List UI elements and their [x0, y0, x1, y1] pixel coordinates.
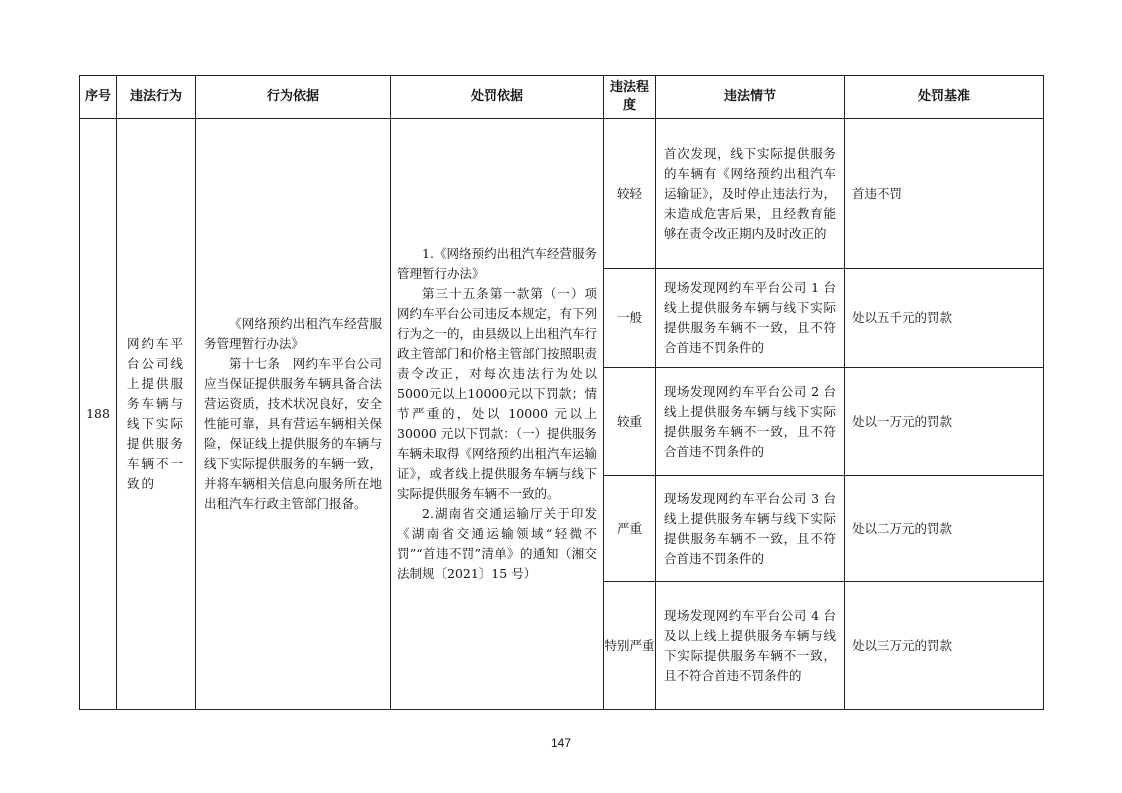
row-seq: 188 — [80, 119, 117, 710]
punishment-p1-title: 1.《网络预约出租汽车经营服务管理暂行办法》 — [397, 246, 597, 281]
level-degree: 较轻 — [604, 119, 656, 269]
header-situation: 违法情节 — [656, 76, 845, 119]
row-act — [117, 119, 196, 710]
header-punishment: 处罚依据 — [391, 76, 604, 119]
level-standard: 处以一万元的罚款 — [845, 368, 1044, 476]
level-situation: 现场发现网约车平台公司 4 台及以上线上提供服务车辆与线下实际提供服务车辆不一致，且不符合首违不罚条件的 — [656, 582, 845, 710]
level-standard: 首违不罚 — [845, 119, 1044, 269]
row-punishment — [391, 119, 610, 710]
header-degree: 违法程度 — [604, 76, 656, 119]
header-basis: 行为依据 — [196, 76, 391, 119]
level-standard: 处以五千元的罚款 — [845, 269, 1044, 368]
penalty-standard-table — [79, 75, 1044, 710]
header-standard: 处罚基准 — [845, 76, 1044, 119]
header-seq: 序号 — [80, 76, 117, 119]
level-situation: 现场发现网约车平台公司 2 台线上提供服务车辆与线下实际提供服务车辆不一致，且不符合首违不罚条件的 — [656, 368, 845, 476]
level-situation: 现场发现网约车平台公司 1 台线上提供服务车辆与线下实际提供服务车辆不一致，且不符合首违不罚条件的 — [656, 269, 845, 368]
table-row — [80, 119, 1044, 269]
header-act: 违法行为 — [117, 76, 196, 119]
act-text: 网约车平台公司线上提供服务车辆与线下实际提供服务车辆不一致的 — [127, 336, 186, 491]
level-situation: 首次发现，线下实际提供服务的车辆有《网络预约出租汽车运输证》，及时停止违法行为，未造成危害后果，且经教育能够在责令改正期内及时改正的 — [656, 119, 845, 269]
header-row — [80, 76, 1044, 119]
page-number: 147 — [550, 736, 572, 750]
level-situation: 现场发现网约车平台公司 3 台线上提供服务车辆与线下实际提供服务车辆不一致，且不符合首违不罚条件的 — [656, 476, 845, 582]
level-degree: 严重 — [604, 476, 656, 582]
basis-body: 第十七条 网约车平台公司应当保证提供服务车辆具备合法营运资质，技术状况良好，安全性能可靠，具有营运车辆相关保险，保证线上提供服务的车辆与线下实际提供服务的车辆一致，并将车辆相关信息向服务所在地出租汽车行政主管部门报备。 — [204, 356, 382, 511]
basis-title: 《网络预约出租汽车经营服务管理暂行办法》 — [204, 316, 382, 351]
level-standard: 处以三万元的罚款 — [845, 582, 1044, 710]
level-degree: 特别严重 — [604, 582, 656, 710]
level-degree: 较重 — [604, 368, 656, 476]
level-standard: 处以二万元的罚款 — [845, 476, 1044, 582]
row-basis — [196, 119, 391, 710]
punishment-p2: 2.湖南省交通运输厅关于印发《湖南省交通运输领域“轻微不罚”“首违不罚”清单》的通知（湘交法制规〔2021〕15 号） — [397, 506, 597, 581]
punishment-p1-body: 第三十五条第一款第（一）项 网约车平台公司违反本规定，有下列行为之一的，由县级以上出租汽车行政主管部门和价格主管部门按照职责责令改正，对每次违法行为处以5000元以上10000元以下罚款；情节严重的，处以 10000 元以上 30000 元以下罚款：（一）提供服务车辆未取得《网络预约出租汽车运输证》，或者线上提供服务车辆与线下实际提供服务车辆不一致的。 — [397, 286, 610, 501]
level-degree: 一般 — [604, 269, 656, 368]
